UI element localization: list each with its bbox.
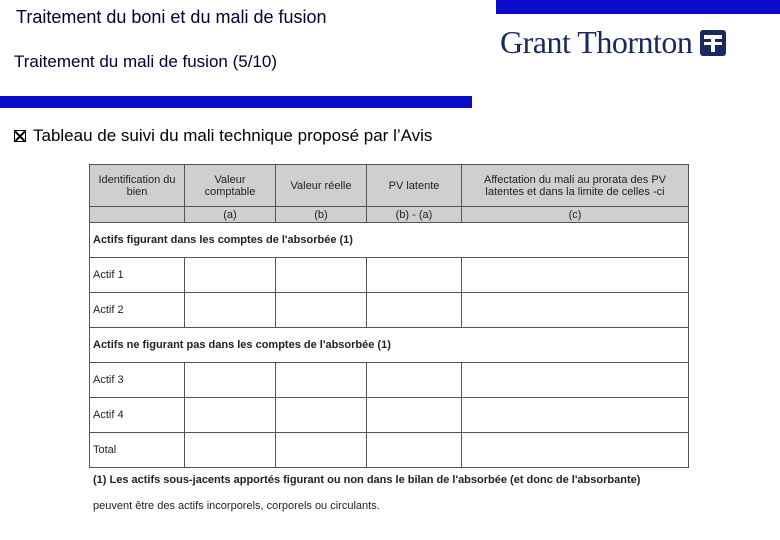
grant-thornton-logo	[500, 24, 726, 61]
table-cell	[276, 433, 367, 468]
table-row	[90, 363, 689, 398]
table-row	[90, 328, 689, 363]
table-cell	[367, 258, 462, 293]
table-cell	[185, 293, 276, 328]
table-cell	[462, 363, 689, 398]
subheader-c: (c)	[462, 207, 689, 223]
bullet-text: Tableau de suivi du mali technique proposé par l’Avis	[33, 126, 433, 145]
table-row	[90, 293, 689, 328]
mali-tracking-table	[89, 164, 689, 468]
table-row	[90, 433, 689, 468]
subheader-a: (a)	[185, 207, 276, 223]
footnote	[93, 472, 640, 515]
table-cell	[367, 293, 462, 328]
row-label-actif-3: Actif 3	[90, 363, 185, 398]
row-label-actif-2: Actif 2	[90, 293, 185, 328]
table-cell	[276, 258, 367, 293]
title-underline-bar	[0, 96, 472, 108]
table-cell	[367, 363, 462, 398]
header-valeur-reelle: Valeur réelle	[276, 165, 367, 207]
table-cell	[462, 433, 689, 468]
section-actifs-ne-figurant-pas: Actifs ne figurant pas dans les comptes de l'absorbée (1)	[90, 328, 689, 363]
row-label-actif-4: Actif 4	[90, 398, 185, 433]
checkbox-x-icon	[14, 130, 26, 142]
table-cell	[185, 363, 276, 398]
table-cell	[462, 398, 689, 433]
subheader-b: (b)	[276, 207, 367, 223]
header-affectation-mali: Affectation du mali au prorata des PV latentes et dans la limite de celles -ci	[462, 165, 689, 207]
table-cell	[185, 258, 276, 293]
footnote-line-1: (1) Les actifs sous-jacents apportés figurant ou non dans le bilan de l'absorbée (et donc de l'absorbante)	[93, 474, 641, 486]
table-cell	[462, 258, 689, 293]
table-cell	[462, 293, 689, 328]
page-subtitle: Traitement du mali de fusion (5/10)	[14, 52, 277, 71]
row-label-total: Total	[90, 433, 185, 468]
table-cell	[276, 398, 367, 433]
table-cell	[185, 433, 276, 468]
header-valeur-comptable: Valeur comptable	[185, 165, 276, 207]
bullet-line	[14, 126, 432, 146]
subheader-blank	[90, 207, 185, 223]
table-cell	[276, 293, 367, 328]
footnote-line-2: peuvent être des actifs incorporels, corporels ou circulants.	[93, 500, 380, 512]
page-title: Traitement du boni et du mali de fusion	[16, 7, 327, 27]
logo-mark-icon	[700, 30, 726, 56]
row-label-actif-1: Actif 1	[90, 258, 185, 293]
top-accent-bar	[496, 0, 780, 14]
table-row	[90, 398, 689, 433]
table-cell	[185, 398, 276, 433]
table-cell	[367, 433, 462, 468]
table-row	[90, 258, 689, 293]
section-actifs-figurant: Actifs figurant dans les comptes de l'absorbée (1)	[90, 223, 689, 258]
table-cell	[367, 398, 462, 433]
header-pv-latente: PV latente	[367, 165, 462, 207]
logo-text: Grant Thornton	[500, 24, 693, 60]
table-row	[90, 223, 689, 258]
header-identification: Identification du bien	[90, 165, 185, 207]
subheader-b-minus-a: (b) - (a)	[367, 207, 462, 223]
table-cell	[276, 363, 367, 398]
